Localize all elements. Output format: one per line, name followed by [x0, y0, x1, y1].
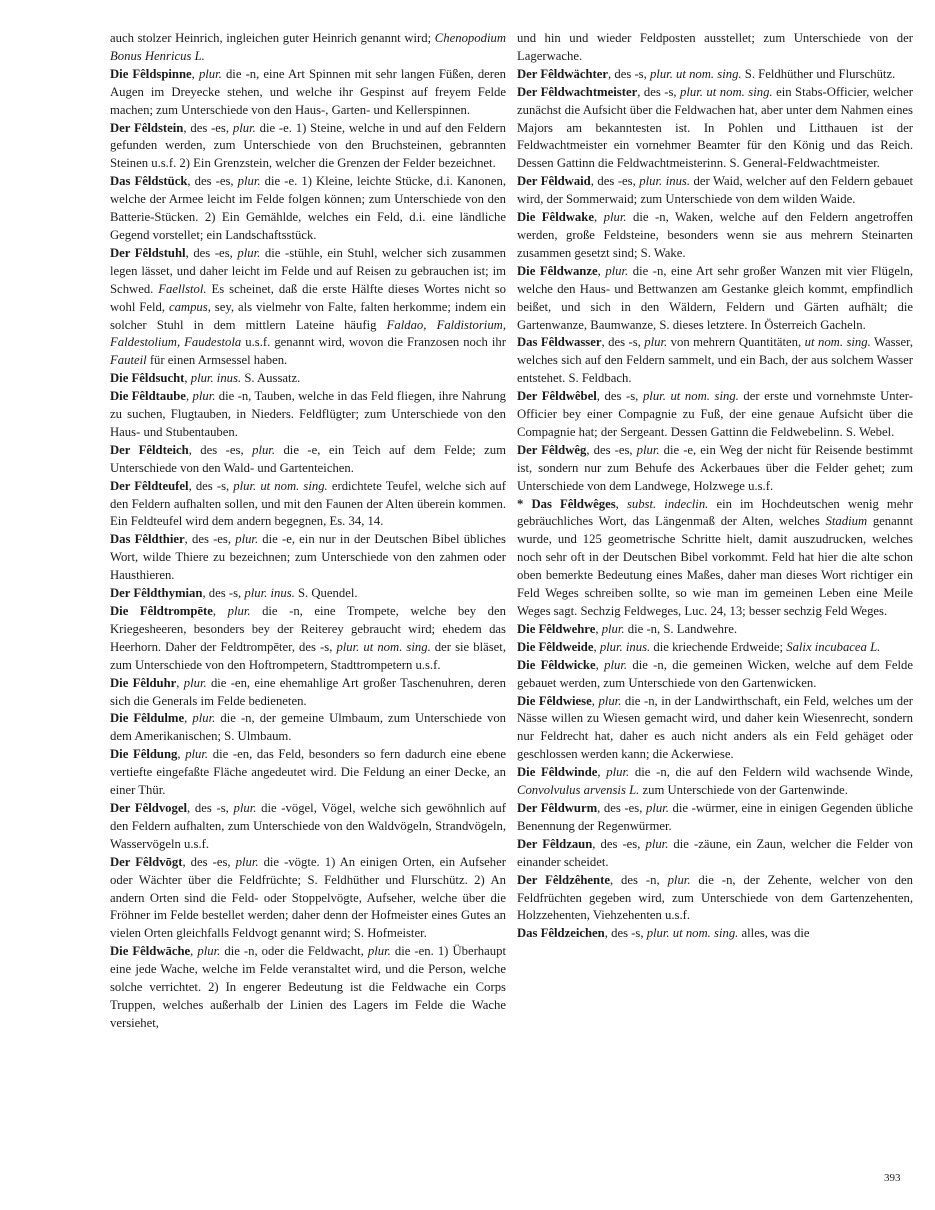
dictionary-entry	[517, 388, 913, 442]
headword: Der Fêldstuhl	[110, 245, 186, 260]
entry-text: ,	[597, 765, 607, 780]
entry-text: ,	[184, 371, 191, 386]
entry-text: ,	[176, 675, 184, 690]
headword: Die Fêldwāche	[110, 944, 191, 959]
headword: Die Fêldwiese	[517, 693, 592, 708]
entry-text: die -n, eine Art Spinnen mit sehr langen Füßen, deren Augen im Dreyecke stehen, und welche ihr Gespinst auf freyem Felde machen; zum Unterschiede von den Haus-, Garten- und Kellerspinnen.	[110, 66, 507, 117]
headword: Das Fêldwasser	[517, 335, 602, 350]
italic-text: plur.	[605, 263, 629, 278]
dictionary-entry	[517, 209, 913, 263]
right-column	[517, 30, 913, 943]
headword: Der Fêldwêbel	[517, 389, 597, 404]
dictionary-entry	[110, 388, 506, 442]
entry-text: ,	[595, 621, 602, 636]
headword: Das Fêldthier	[110, 532, 185, 547]
dictionary-entry	[110, 442, 506, 478]
headword: Die Fêldsucht	[110, 371, 185, 386]
headword: Die Fêldweide	[517, 639, 594, 654]
entry-text: , des -es,	[184, 532, 236, 547]
headword: Die Fêldtaube	[110, 389, 186, 404]
headword: Die Fêldulme	[110, 711, 185, 726]
italic-text: plur.	[235, 532, 259, 547]
entry-text: die -vögel, Vögel, welche sich gewöhnlich auf den Feldern aufhalten, zum Unterschiede von den Waldvögeln, Strandvögeln, Wasservögeln u.s.f.	[110, 800, 506, 851]
headword: Der Fêldvogel	[110, 800, 188, 815]
italic-text: plur.	[227, 604, 251, 618]
dictionary-entry	[517, 800, 913, 836]
italic-text: plur.	[367, 944, 391, 959]
entry-text: , des -s,	[601, 335, 645, 350]
entry-text: die -n, S. Landwehre.	[624, 621, 738, 636]
entry-text: , des -es,	[586, 442, 637, 457]
italic-text: plur.	[185, 747, 209, 762]
entry-text: , des -es,	[187, 174, 238, 189]
italic-text: plur. inus.	[244, 586, 295, 601]
dictionary-entry	[110, 531, 506, 585]
headword: Die Fêldspinne	[110, 66, 192, 81]
italic-text: plur.	[183, 675, 207, 690]
italic-text: ut nom. sing.	[804, 335, 871, 350]
entry-text: alles, was die	[738, 926, 810, 941]
headword: Der Fêldwachtmeister	[517, 84, 638, 99]
entry-text: ,	[595, 657, 605, 672]
italic-text: Stadium	[825, 514, 868, 529]
italic-text: plur.	[237, 245, 261, 260]
headword: Die Fêldwake	[517, 210, 594, 225]
dictionary-entry	[517, 925, 913, 943]
italic-text: plur.	[636, 442, 660, 457]
entry-text: u.s.f. genannt wird, wovon die Franzosen noch ihr	[241, 335, 506, 350]
italic-text: Salix incubacea L.	[786, 639, 881, 654]
entry-text: für einen Armsessel haben.	[146, 353, 288, 368]
dictionary-entry	[110, 370, 506, 388]
left-column	[110, 30, 506, 1033]
entry-text: S. Feldhüther und Flurschütz.	[741, 66, 896, 81]
entry-text: die -e, ein Teich auf dem Felde; zum Unterschiede von den Wald- und Gartenteichen.	[110, 442, 506, 475]
italic-text: plur.	[232, 120, 256, 135]
entry-text: , des -s,	[202, 586, 245, 601]
dictionary-entry	[517, 657, 913, 693]
entry-text: , des -es,	[590, 174, 640, 189]
italic-text: plur. ut nom. sing.	[336, 639, 431, 654]
headword: Die Fêldwinde	[517, 765, 598, 780]
headword: Der Fêldwêg	[517, 442, 587, 457]
dictionary-entry	[517, 84, 913, 174]
dictionary-entry	[110, 478, 506, 532]
headword: * Das Fêldwêges	[517, 496, 616, 511]
italic-text: plur.	[606, 765, 630, 780]
dictionary-entry	[517, 442, 913, 496]
italic-text: plur. ut nom. sing.	[649, 66, 742, 81]
dictionary-entry	[517, 30, 913, 66]
entry-text: ,	[591, 693, 599, 708]
headword: Die Fêldwehre	[517, 621, 596, 636]
italic-text: Fauteil	[110, 353, 147, 368]
entry-text: der sie bläset, zum Unterschiede von den Hoftrompetern, Stadttrompetern u.s.f.	[110, 639, 506, 672]
italic-text: plur.	[604, 657, 628, 672]
italic-text: plur.	[192, 389, 216, 404]
entry-text: die -n, die auf den Feldern wild wachsende Winde,	[629, 765, 914, 780]
italic-text: plur.	[603, 210, 627, 225]
entry-text: , des -es,	[592, 836, 646, 851]
entry-text: S. Quendel.	[294, 586, 358, 601]
dictionary-entry	[110, 585, 506, 603]
italic-text: campus,	[168, 299, 211, 314]
entry-text: der Waid, welcher auf den Feldern gebauet wird, der Sommerwaid; zum Unterschiede von dem wilden Waide.	[517, 174, 913, 207]
entry-text: die -n, der Zehente, welcher von den Feldfrüchten gegeben wird, zum Unterschiede von dem Gartenzehenten, Holzzehenten, Viehzehenten u.s.f.	[517, 872, 913, 923]
entry-text: erdichtete Teufel, welche sich auf den Feldern aufhalten sollen, und mit den Faunen der Alten überein kommen. Ein Feldteufel wird dem andern begegnen, Es. 34, 14.	[110, 478, 506, 529]
entry-text: , des -s,	[187, 800, 234, 815]
italic-text: plur. ut nom. sing.	[680, 84, 773, 99]
dictionary-entry	[517, 496, 913, 621]
entry-text: die -stühle, ein Stuhl, welcher sich zusammen legen lässet, und daher leicht im Felde und auf Reisen zu gebrauchen ist; im Schwed.	[110, 245, 506, 296]
italic-text: plur. ut nom. sing.	[233, 478, 328, 493]
entry-text: , des -es,	[182, 854, 236, 869]
entry-text: die -n, Waken, welche auf den Feldern angetroffen werden, große Feldsteine, besonders wenn sie aus mehrern Steinarten zusammen gesetzt sind; S. Wake.	[517, 210, 913, 260]
italic-text: plur. inus.	[639, 174, 691, 189]
entry-text: , des -s,	[637, 84, 681, 99]
dictionary-entry	[110, 120, 506, 174]
entry-text: ,	[190, 944, 198, 959]
dictionary-entry	[517, 173, 913, 209]
entry-text: die -zäune, ein Zaun, welcher die Felder von einander scheidet.	[517, 836, 913, 869]
entry-text: ,	[597, 263, 606, 278]
entry-text: Wasser, welches sich auf den Feldern sammelt, und ein Bach, der aus solchem Wasser entstehet. S. Feldbach.	[517, 335, 913, 386]
entry-text: ,	[593, 210, 604, 225]
page-number: 393	[884, 1172, 901, 1184]
italic-text: plur.	[644, 335, 668, 350]
entry-text: ,	[185, 389, 193, 404]
entry-text: sey, als vielmehr von Falte, falten herkomme; indem ein solcher Stuhl in dem mittlern Lateine häufig	[110, 299, 506, 332]
entry-text: die -n, der gemeine Ulmbaum, zum Unterschiede von dem Amerikanischen; S. Ulmbaum.	[110, 711, 507, 744]
dictionary-entry	[517, 836, 913, 872]
headword: Die Fêldwicke	[517, 657, 596, 672]
dictionary-entry	[110, 30, 506, 66]
entry-text: , des -n,	[609, 872, 668, 887]
entry-text: ,	[191, 66, 199, 81]
entry-text: der erste und vornehmste Unter-Officier bey einer Compagnie zu Fuß, der eine genaue Aufsicht über die Compagnie hat; der Sergeant. Dessen Gattinn die Feldwebelinn. S. Webel.	[517, 389, 914, 439]
entry-text: die -e, ein Weg der nicht für Reisende bestimmt ist, sondern nur zum Behufe des Ackerbaues über die Felder gehet; zum Unterschiede von dem Landwege, Holzwege u.s.f.	[517, 442, 914, 493]
dictionary-entry	[110, 746, 506, 800]
italic-text: Faellstol.	[158, 281, 207, 296]
dictionary-entry	[517, 764, 913, 800]
entry-text: zum Unterschiede von der Gartenwinde.	[639, 783, 848, 798]
headword: Das Fêldzeichen	[517, 926, 605, 941]
italic-text: plur.	[192, 711, 216, 726]
entry-text: , des -es,	[188, 442, 253, 457]
italic-text: plur. inus.	[190, 371, 242, 386]
italic-text: plur. ut nom. sing.	[642, 389, 739, 404]
entry-text: , des -s,	[604, 926, 647, 941]
headword: Der Fêldteufel	[110, 478, 189, 493]
entry-text: , des -s,	[188, 478, 234, 493]
headword: Das Fêldstück	[110, 174, 188, 189]
dictionary-entry	[110, 800, 506, 854]
italic-text: plur.	[598, 693, 622, 708]
italic-text: Convolvulus arvensis L.	[517, 783, 640, 798]
entry-text: die -en, eine ehemahlige Art großer Taschenuhren, deren sich die Generals im Felde bedieneten.	[110, 675, 506, 708]
entry-text: , des -s,	[608, 66, 650, 81]
dictionary-entry	[517, 66, 913, 84]
italic-text: plur.	[233, 800, 257, 815]
headword: Der Fêldthymian	[110, 586, 203, 601]
entry-text: die -en, das Feld, besonders so fern dadurch eine ebene vertiefte eingefaßte Fläche angedeutet wird. Die Feldung an einer Decke, an einer Thür.	[110, 747, 506, 798]
headword: Der Fêldzaun	[517, 836, 593, 851]
entry-text: die -vögte. 1) An einigen Orten, ein Aufseher oder Wächter über die Feldfrüchte; S. Feldhüther und Flurschütz. 2) An andern Orten sind die Feld- oder Stoppelvögte, Aufseher, welche über die Fröhner im Felde bestellet werden; daher denn der Hofmeister eines Gutes an vielen Orten gleichfalls Feldvogt genannt wird; S. Hofmeister.	[110, 854, 506, 941]
entry-text: ,	[184, 711, 193, 726]
dictionary-entry	[110, 675, 506, 711]
italic-text: plur.	[252, 442, 276, 457]
entry-text: die -e. 1) Steine, welche in und auf den Feldern gefunden werden, zum Unterschiede von den Bruchsteinen, gebrannten Steinen u.s.f. 2) Ein Grenzstein, welcher die Grenzen der Felder bezeichnet.	[110, 120, 506, 171]
dictionary-entry	[110, 710, 506, 746]
entry-text: , des -es,	[183, 120, 233, 135]
headword: Der Fêldstein	[110, 120, 184, 135]
italic-text: plur.	[235, 854, 259, 869]
entry-text: auch stolzer Heinrich, ingleichen guter Heinrich genannt wird;	[110, 31, 435, 45]
entry-text: und hin und wieder Feldposten ausstellet; zum Unterschiede von der Lagerwache.	[517, 31, 913, 63]
italic-text: plur.	[645, 836, 669, 851]
entry-text: die -en. 1) Überhaupt eine jede Wache, welche im Felde veranstaltet wird, und die Person, welche solche verrichtet. 2) In engerer Bedeutung ist die Feldwache ein Corps Truppen, welches außerhalb der Linien des Lagers im Felde die Wache versiehet,	[110, 944, 506, 1030]
headword: Der Fêldwächter	[517, 66, 609, 81]
entry-text: ein im Hochdeutschen wenig mehr gebräuchliches Wort, das Längenmaß der Alten, welches	[517, 496, 914, 529]
dictionary-entry	[517, 621, 913, 639]
headword: Der Fêldvōgt	[110, 854, 183, 869]
italic-text: Faldao, Faldistorium, Faldestolium, Faudestola	[110, 317, 507, 350]
headword: Die Fêlduhr	[110, 675, 177, 690]
dictionary-entry	[110, 603, 506, 675]
entry-text: ,	[177, 747, 186, 762]
italic-text: plur. inus.	[599, 639, 651, 654]
dictionary-entry	[110, 245, 506, 370]
headword: Der Fêldzêhente	[517, 872, 610, 887]
italic-text: subst. indeclin.	[626, 496, 709, 511]
entry-text: die -n, oder die Feldwacht,	[220, 944, 368, 959]
dictionary-entry	[517, 693, 913, 765]
dictionary-entry	[110, 854, 506, 944]
entry-text: ,	[212, 604, 228, 618]
dictionary-entry	[110, 66, 506, 120]
entry-text: die -e. 1) Kleine, leichte Stücke, d.i. Kanonen, welche der Armee leicht im Felde folgen können; zum Unterschiede von den Batterie-Stücken. 2) Ein Gemählde, welches ein Feld, d.i. eine ländliche Gegend vorstellet; ein Landschaftsstück.	[110, 174, 506, 242]
entry-text: die -e, ein nur in der Deutschen Bibel übliches Wort, wilde Thiere zu bezeichnen; zum Unterschiede von den zahmen oder Hausthieren.	[110, 532, 506, 583]
dictionary-entry	[517, 263, 913, 335]
entry-text: , des -s,	[596, 389, 643, 404]
italic-text: plur.	[197, 944, 221, 959]
entry-text: ,	[593, 639, 600, 654]
italic-text: plur.	[646, 800, 669, 815]
entry-text: ,	[615, 496, 627, 511]
italic-text: plur.	[198, 66, 222, 81]
headword: Die Fêldung	[110, 747, 178, 762]
entry-text: die -n, die gemeinen Wicken, welche auf dem Felde gebauet werden, zum Unterschiede von den Gartenwicken.	[517, 657, 913, 690]
entry-text: genannt wurde, und 125 geometrische Schritte hielt, damit auszudrucken, welches noch sehr oft in der Deutschen Bibel vorkommt. Feld hat hier die alte schon oben bemerkte Bedeutung eines Maßes, daher man dieses Wort richtiger ein Feld Weges schreiben sollte, so wie man im gemeinen Leben eine Meile Weges sagt. Sechzig Feldweges, Luc. 24, 13; besser sechzig Feld Weges.	[517, 514, 913, 618]
entry-text: Es scheinet, daß die erste Hälfte dieses Wortes nicht so wohl Feld,	[110, 281, 506, 314]
headword: Der Fêldteich	[110, 442, 189, 457]
italic-text: plur.	[601, 621, 625, 636]
headword: Die Fêldtrompēte	[110, 604, 213, 618]
dictionary-entry	[517, 639, 913, 657]
entry-text: die -n, in der Landwirthschaft, ein Feld, welches um der Nässe willen zu Wiesen gemacht wird, und daher kein Wiesenrecht, sondern nur Feldrecht hat, daher es auch nicht anders als ein Feld gehäget oder geschlossen werden kann; die Ackerwiese.	[517, 693, 913, 762]
italic-text: plur.	[237, 174, 261, 189]
entry-text: die kriechende Erdweide;	[650, 639, 787, 654]
dictionary-entry	[110, 173, 506, 245]
italic-text: plur.	[667, 872, 691, 887]
dictionary-entry	[517, 872, 913, 926]
entry-text: S. Aussatz.	[241, 371, 301, 386]
headword: Der Fêldwurm	[517, 800, 598, 815]
entry-text: , des -es,	[185, 245, 238, 260]
headword: Die Fêldwanze	[517, 263, 598, 278]
italic-text: Chenopodium Bonus Henricus L.	[110, 31, 506, 63]
entry-text: die -n, eine Art sehr großer Wanzen mit vier Flügeln, welche den Haus- und Bettwanzen am Gestanke gleich kommt, empfindlich beißet, und sich in den Wäldern, Feldern und Gärten aufhält; die Gartenwanze, Baumwanze, S. dieses letztere. In Österreich Gacheln.	[517, 263, 914, 332]
dictionary-entry	[517, 334, 913, 388]
dictionary-entry	[110, 943, 506, 1033]
entry-text: die -n, Tauben, welche in das Feld fliegen, ihre Nahrung zu suchen, Flugtauben, in Nieders. Feldflügter; zum Unterschiede von den Haus- und Stubentauben.	[110, 389, 507, 439]
italic-text: plur. ut nom. sing.	[646, 926, 739, 941]
headword: Der Fêldwaid	[517, 174, 591, 189]
entry-text: ein Stabs-Officier, welcher zunächst die Aufsicht über die Feldwachen hat, aber unter dem Nahmen eines Majors am bekanntesten ist. In Pohlen und Litthauen ist der Feldwachtmeister ein vornehmer Beamter für den König und das Reich. Dessen Gattinn die Feldwachtmeisterinn. S. General-Feldwachtmeister.	[517, 84, 913, 171]
entry-text: von mehrern Quantitäten,	[667, 335, 805, 350]
entry-text: die -würmer, eine in einigen Gegenden übliche Benennung der Regenwürmer.	[517, 800, 914, 833]
entry-text: die -n, eine Trompete, welche bey den Kriegesheeren, besonders bey der Reiterey gebraucht wird; ehedem das Heerhorn. Daher der Feldtrompēter, des -s,	[110, 604, 506, 654]
entry-text: , des -es,	[597, 800, 646, 815]
